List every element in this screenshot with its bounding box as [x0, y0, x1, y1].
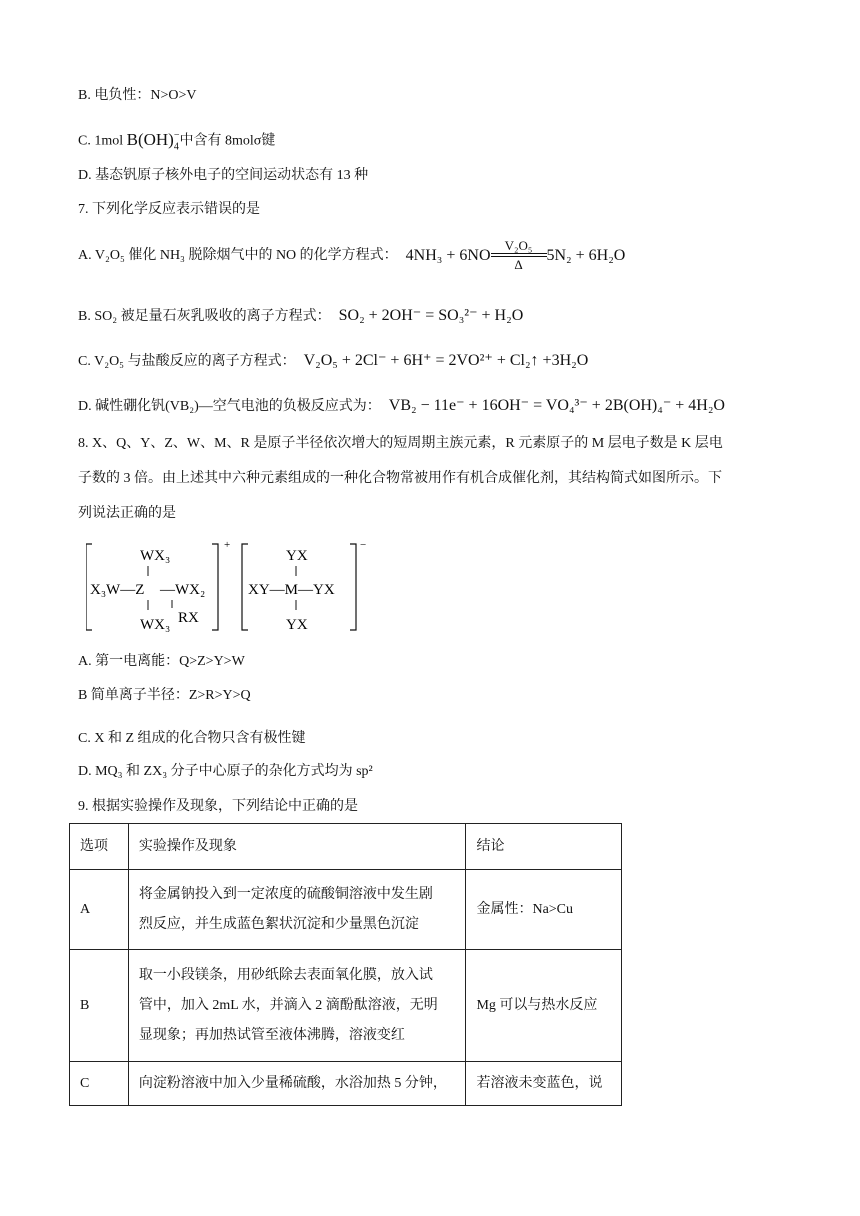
q7a-text: A. V₂O₅ 催化 NH₃ 脱除烟气中的 NO 的化学方程式： [78, 248, 398, 263]
boh4-formula: $B(OH)_4^-$ [126, 129, 180, 153]
table-header-row [70, 824, 622, 870]
q7c-equation: V₂O₅ + 2Cl⁻ + 6H⁺ = 2VO²⁺ + Cl₂↑ +3H₂O [303, 352, 589, 369]
q8-option-c: C. X 和 Z 组成的化合物只含有极性键 [78, 731, 306, 746]
row-b-op-line: 显现象；再加热试管至液体沸腾，溶液变红 [138, 1027, 405, 1043]
heat-label: Δ [514, 257, 523, 272]
row-b-operation [128, 950, 466, 1062]
cation-charge: + [224, 540, 231, 551]
catalyst-label: V₂O₅ [504, 238, 533, 253]
anion-top: YX [286, 548, 308, 564]
option-b-electronegativity: B. 电负性：N>O>V [78, 88, 197, 103]
q8-option-b: B 简单离子半径：Z>R>Y>Q [78, 688, 251, 703]
table-row [70, 870, 622, 950]
q7b-equation: SO₂ + 2OH⁻ = SO₃²⁻ + H₂O [338, 307, 524, 324]
header-option: 选项 [70, 824, 129, 870]
row-a-conclusion: 金属性：Na>Cu [466, 870, 622, 950]
cation-sub: RX [178, 610, 199, 626]
cation-top: WX₃ [140, 548, 171, 564]
table-row [70, 950, 622, 1062]
row-c-conclusion: 若溶液未变蓝色，说 [466, 1062, 622, 1106]
q7b-text: B. SO₂ 被足量石灰乳吸收的离子方程式： [78, 309, 331, 324]
anion-middle: XY—M—YX [248, 582, 335, 598]
row-a-op-line: 将金属钠投入到一定浓度的硫酸铜溶液中发生剧 [138, 886, 433, 902]
table-row [70, 1062, 622, 1106]
q7d-text: D. 碱性硼化钒(VB₂)—空气电池的负极反应式为： [78, 399, 381, 414]
reaction-condition [491, 239, 547, 273]
structure-diagram [86, 540, 376, 640]
anion-bottom: YX [286, 617, 308, 633]
anion-charge: − [360, 540, 367, 551]
row-b-conclusion: Mg 可以与热水反应 [466, 950, 622, 1062]
row-c-option: C [70, 1062, 129, 1106]
row-b-op-line: 管中，加入 2mL 水，并滴入 2 滴酚酞溶液，无明 [138, 997, 438, 1013]
header-conclusion: 结论 [466, 824, 622, 870]
experiment-table [69, 823, 622, 1106]
question-7-stem: 7. 下列化学反应表示错误的是 [78, 202, 260, 217]
q8-option-a: A. 第一电离能：Q>Z>Y>W [78, 654, 245, 669]
cation-left: X₃W—Z [90, 582, 145, 598]
question-8-stem-line1: 8. X、Q、Y、Z、W、M、R 是原子半径依次增大的短周期主族元素，R 元素原子的 M 层电子数是 K 层电 [78, 436, 723, 451]
row-c-operation: 向淀粉溶液中加入少量稀硫酸，水浴加热 5 分钟， [128, 1062, 466, 1106]
q7-option-a [78, 236, 625, 276]
option-c-suffix: 中含有 8molσ键 [179, 133, 276, 149]
q7a-right: 5N₂ + 6H₂O [546, 247, 626, 264]
q8-option-d: D. MQ₃ 和 ZX₃ 分子中心原子的杂化方式均为 sp² [78, 764, 373, 779]
question-9-stem: 9. 根据实验操作及现象，下列结论中正确的是 [78, 799, 358, 814]
header-operation: 实验操作及现象 [128, 824, 466, 870]
q7c-text: C. V₂O₅ 与盐酸反应的离子方程式： [78, 354, 296, 369]
question-8-stem-line3: 列说法正确的是 [78, 506, 176, 521]
row-a-operation [128, 870, 466, 950]
option-c-sigma-bonds [78, 126, 275, 157]
question-8-stem-line2: 子数的 3 倍。由上述其中六种元素组成的一种化合物常被用作有机合成催化剂，其结构简式如图所示。下 [78, 471, 722, 486]
cation-bottom: WX₃ [140, 617, 171, 633]
q7-option-c [78, 351, 588, 372]
cation-right: —WX₂ [160, 582, 206, 598]
row-a-op-line: 烈反应，并生成蓝色絮状沉淀和少量黑色沉淀 [138, 916, 419, 932]
q7-option-d [78, 396, 725, 417]
q7-option-b [78, 306, 523, 327]
option-c-prefix: C. 1mol [78, 133, 127, 149]
row-b-op-line: 取一小段镁条，用砂纸除去表面氧化膜，放入试 [138, 967, 433, 983]
q7d-equation: VB₂ − 11e⁻ + 16OH⁻ = VO₄³⁻ + 2B(OH)₄⁻ + 4H₂O [388, 397, 725, 414]
row-b-option: B [70, 950, 129, 1062]
q7a-left: 4NH₃ + 6NO [405, 247, 491, 264]
row-a-option: A [70, 870, 129, 950]
option-d-vanadium: D. 基态钒原子核外电子的空间运动状态有 13 种 [78, 168, 369, 183]
